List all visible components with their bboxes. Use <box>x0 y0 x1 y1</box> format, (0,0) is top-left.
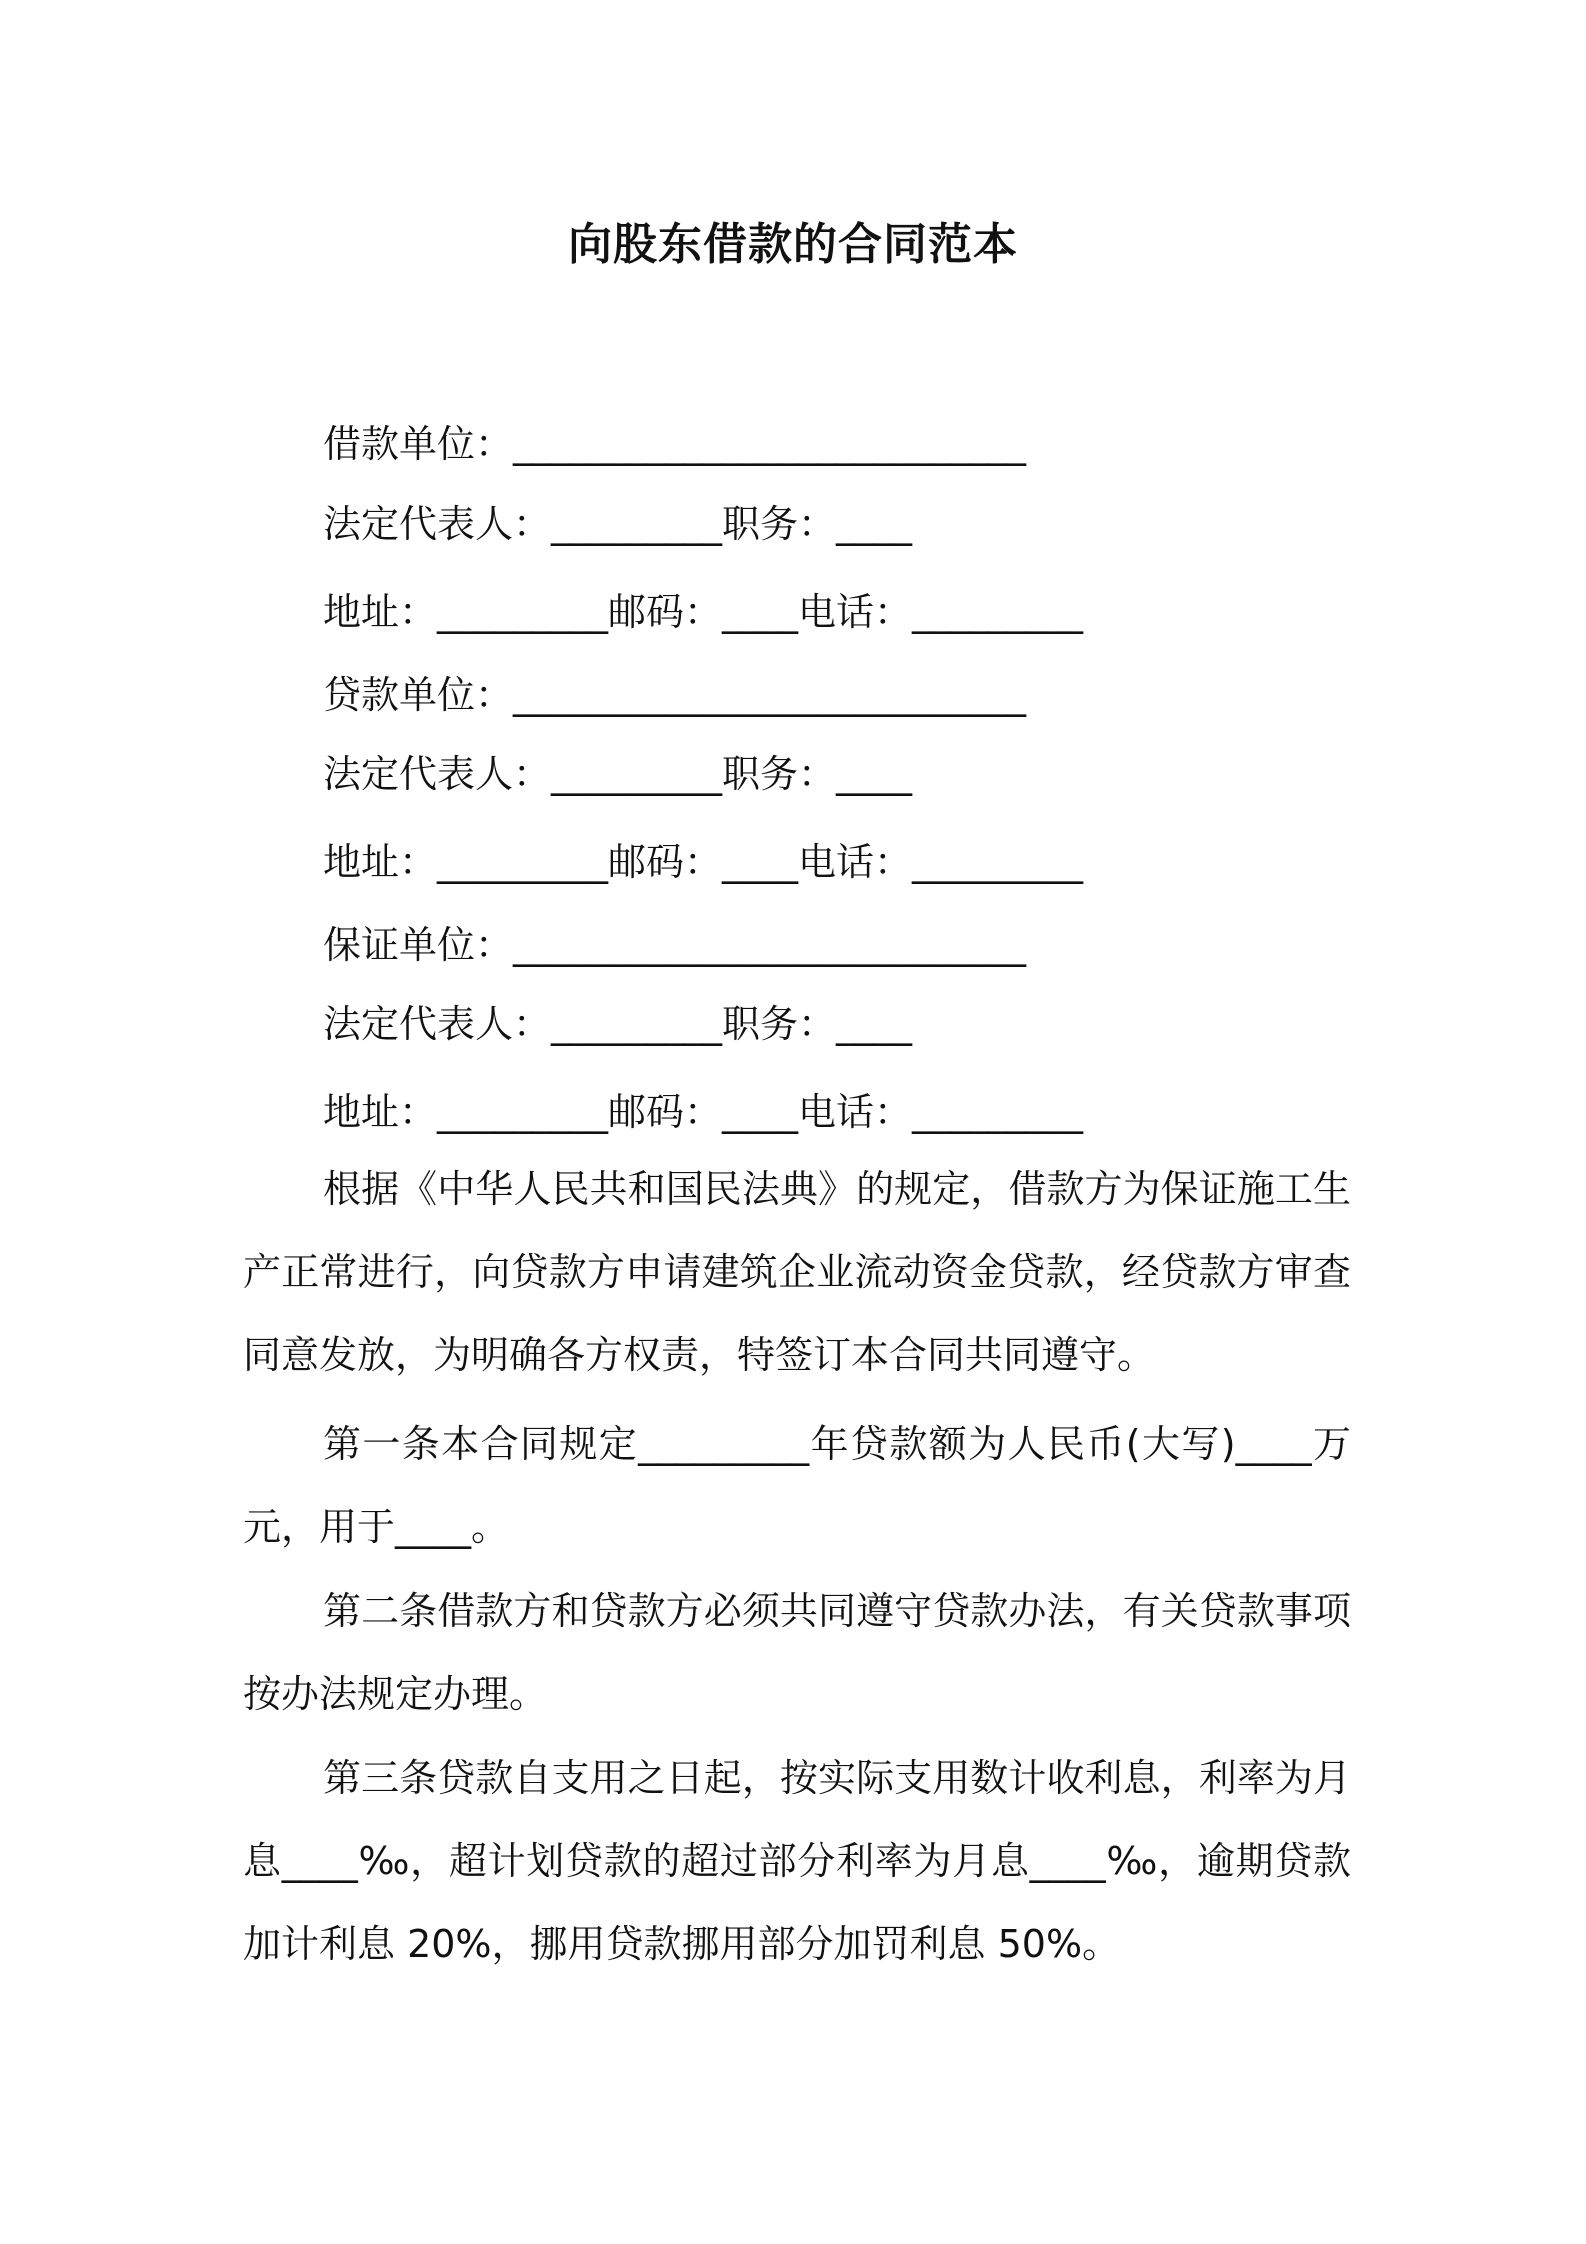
preamble-paragraph: 根据《中华人民共和国民法典》的规定，借款方为保证施工生产正常进行，向贷款方申请建筑企业流动资金贷款，经贷款方审查同意发放，为明确各方权责，特签订本合同共同遵守。 <box>243 1167 1351 1377</box>
guarantor-address-line: 地址：_________邮码：____电话：_________ <box>323 1090 1084 1134</box>
document-title: 向股东借款的合同范本 <box>568 219 1018 270</box>
guarantor-unit-line: 保证单位：___________________________ <box>323 923 1027 967</box>
borrower-representative-line: 法定代表人：_________职务：____ <box>323 502 913 546</box>
guarantor-representative-line: 法定代表人：_________职务：____ <box>323 1002 913 1046</box>
article-2-paragraph: 第二条借款方和贷款方必须共同遵守贷款办法，有关贷款事项按办法规定办理。 <box>243 1589 1351 1716</box>
article-3-paragraph: 第三条贷款自支用之日起，按实际支用数计收利息，利率为月息____‰，超计划贷款的超过部分利率为月息____‰，逾期贷款加计利息 20%，挪用贷款挪用部分加罚利息 50%。 <box>243 1756 1351 1966</box>
lender-representative-line: 法定代表人：_________职务：____ <box>323 752 913 796</box>
borrower-address-line: 地址：_________邮码：____电话：_________ <box>323 590 1084 634</box>
article-1-paragraph: 第一条本合同规定_________年贷款额为人民币(大写)____万元，用于____。 <box>243 1422 1351 1549</box>
lender-address-line: 地址：_________邮码：____电话：_________ <box>323 840 1084 884</box>
lender-unit-line: 贷款单位：___________________________ <box>323 673 1027 717</box>
borrower-unit-line: 借款单位：___________________________ <box>323 422 1027 466</box>
